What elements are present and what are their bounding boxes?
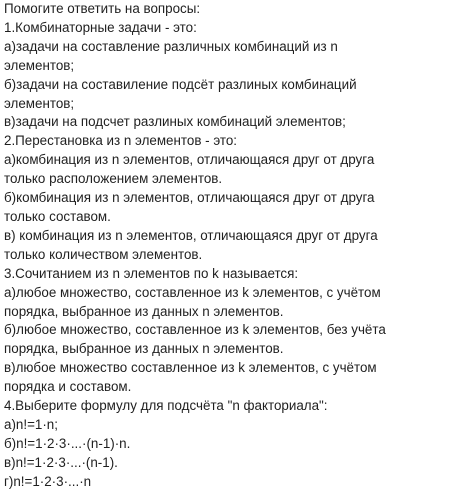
question-3-option-c-cont: порядка и составом. <box>4 379 132 395</box>
question-1-option-b: б)задачи на составиление подсёт разлиных комбинаций <box>4 76 357 92</box>
question-1-option-b-cont: элементов; <box>4 95 75 111</box>
question-2-option-a-cont: только расположением элементов. <box>4 171 223 187</box>
question-4-title: 4.Выберите формулу для подсчёта "n факториала": <box>4 398 328 414</box>
question-1-option-c: в)задачи на подсчет разлиных комбинаций элементов; <box>4 114 346 130</box>
question-1-option-a: а)задачи на составление различных комбинаций из n <box>4 38 338 54</box>
question-3-option-c: в)любое множество составленное из k элементов, с учётом <box>4 360 377 376</box>
question-3-option-a-cont: порядка, выбранное из данных n элементов. <box>4 303 284 319</box>
question-2-option-b-cont: только составом. <box>4 208 111 224</box>
question-2-option-c: в) комбинация из n элементов, отличающаяся друг от друга <box>4 227 378 243</box>
question-4-option-d: г)n!=1·2·3·...·n <box>4 473 92 489</box>
question-3-option-b: б)любое множество, составленное из k элементов, без учёта <box>4 322 386 338</box>
question-2-title: 2.Перестановка из n элементов - это: <box>4 133 238 149</box>
intro-line: Помогите ответить на вопросы: <box>4 1 201 16</box>
question-4-option-c: в)n!=1·2·3·...·(n-1). <box>4 454 118 470</box>
question-3-title: 3.Сочитанием из n элементов по k называется: <box>4 265 299 281</box>
question-3-option-a: а)любое множество, составленное из k элементов, с учётом <box>4 284 381 300</box>
question-2-option-a: а)комбинация из n элементов, отличающаяся друг от друга <box>4 152 375 168</box>
question-3-option-b-cont: порядка, выбранное из данных n элементов. <box>4 341 284 357</box>
question-4-option-b: б)n!=1·2·3·...·(n-1)·n. <box>4 435 131 451</box>
question-1-title: 1.Комбинаторные задачи - это: <box>4 19 197 35</box>
question-1-option-a-cont: элементов; <box>4 57 75 73</box>
question-2-option-b: б)комбинация из n элементов, отличающаяся друг от друга <box>4 190 375 206</box>
question-4-option-a: а)n!=1·n; <box>4 416 58 432</box>
question-2-option-c-cont: только количеством элементов. <box>4 246 203 262</box>
